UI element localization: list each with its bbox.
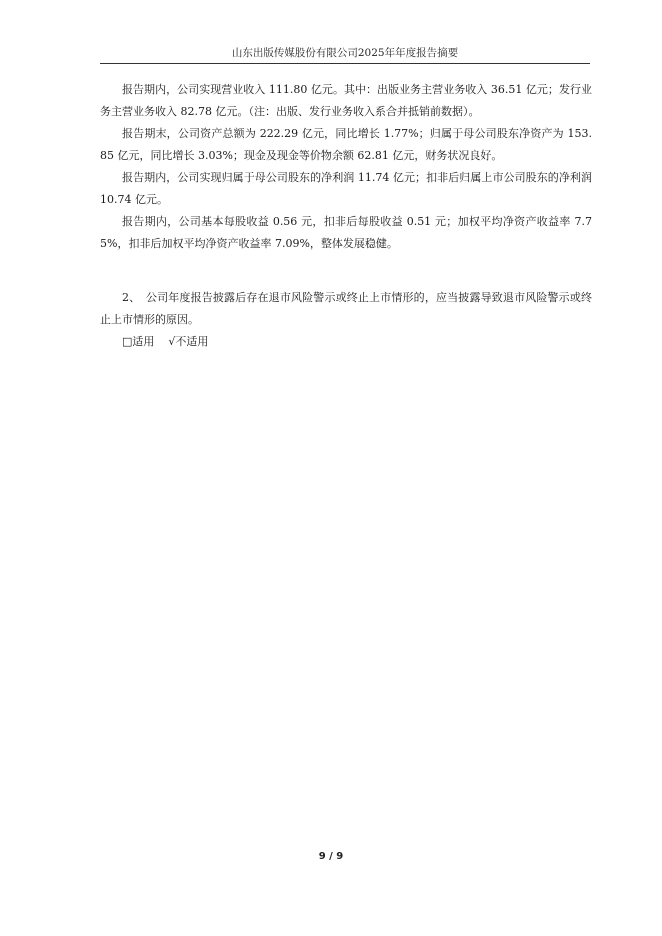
section-2 (100, 287, 592, 331)
section-2-text: 2、 公司年度报告披露后存在退市风险警示或终止上市情形的，应当披露导致退市风险警示或终止上市情形的原因。 (100, 291, 592, 326)
page-header: 山东出版传媒股份有限公司2025年年度报告摘要 (231, 47, 459, 59)
paragraph-eps: 报告期内，公司基本每股收益 0.56 元，扣非后每股收益 0.51 元；加权平均净资产收益率 7.75%，扣非后加权平均净资产收益率 7.09%，整体发展稳健。 (100, 215, 592, 250)
paragraph-revenue: 报告期内，公司实现营业收入 111.80 亿元。其中：出版业务主营业务收入 36.51 亿元；发行业务主营业务收入 82.78 亿元。（注：出版、发行业务收入系合并抵销前数据）。 (100, 83, 592, 118)
report-summary-text (100, 79, 592, 255)
header-divider (100, 63, 590, 64)
page-number: 9 / 9 (318, 851, 344, 862)
option-applicable: □适用 (122, 335, 155, 348)
paragraph-assets: 报告期末，公司资产总额为 222.29 亿元，同比增长 1.77%；归属于母公司股东净资产为 153.85 亿元，同比增长 3.03%；现金及现金等价物余额 62.81 亿元，财务状况良好。 (100, 127, 592, 162)
option-not-applicable: √不适用 (168, 335, 209, 348)
paragraph-net-profit: 报告期内，公司实现归属于母公司股东的净利润 11.74 亿元；扣非后归属上市公司股东的净利润 10.74 亿元。 (100, 171, 592, 206)
applicability-options (122, 331, 208, 353)
